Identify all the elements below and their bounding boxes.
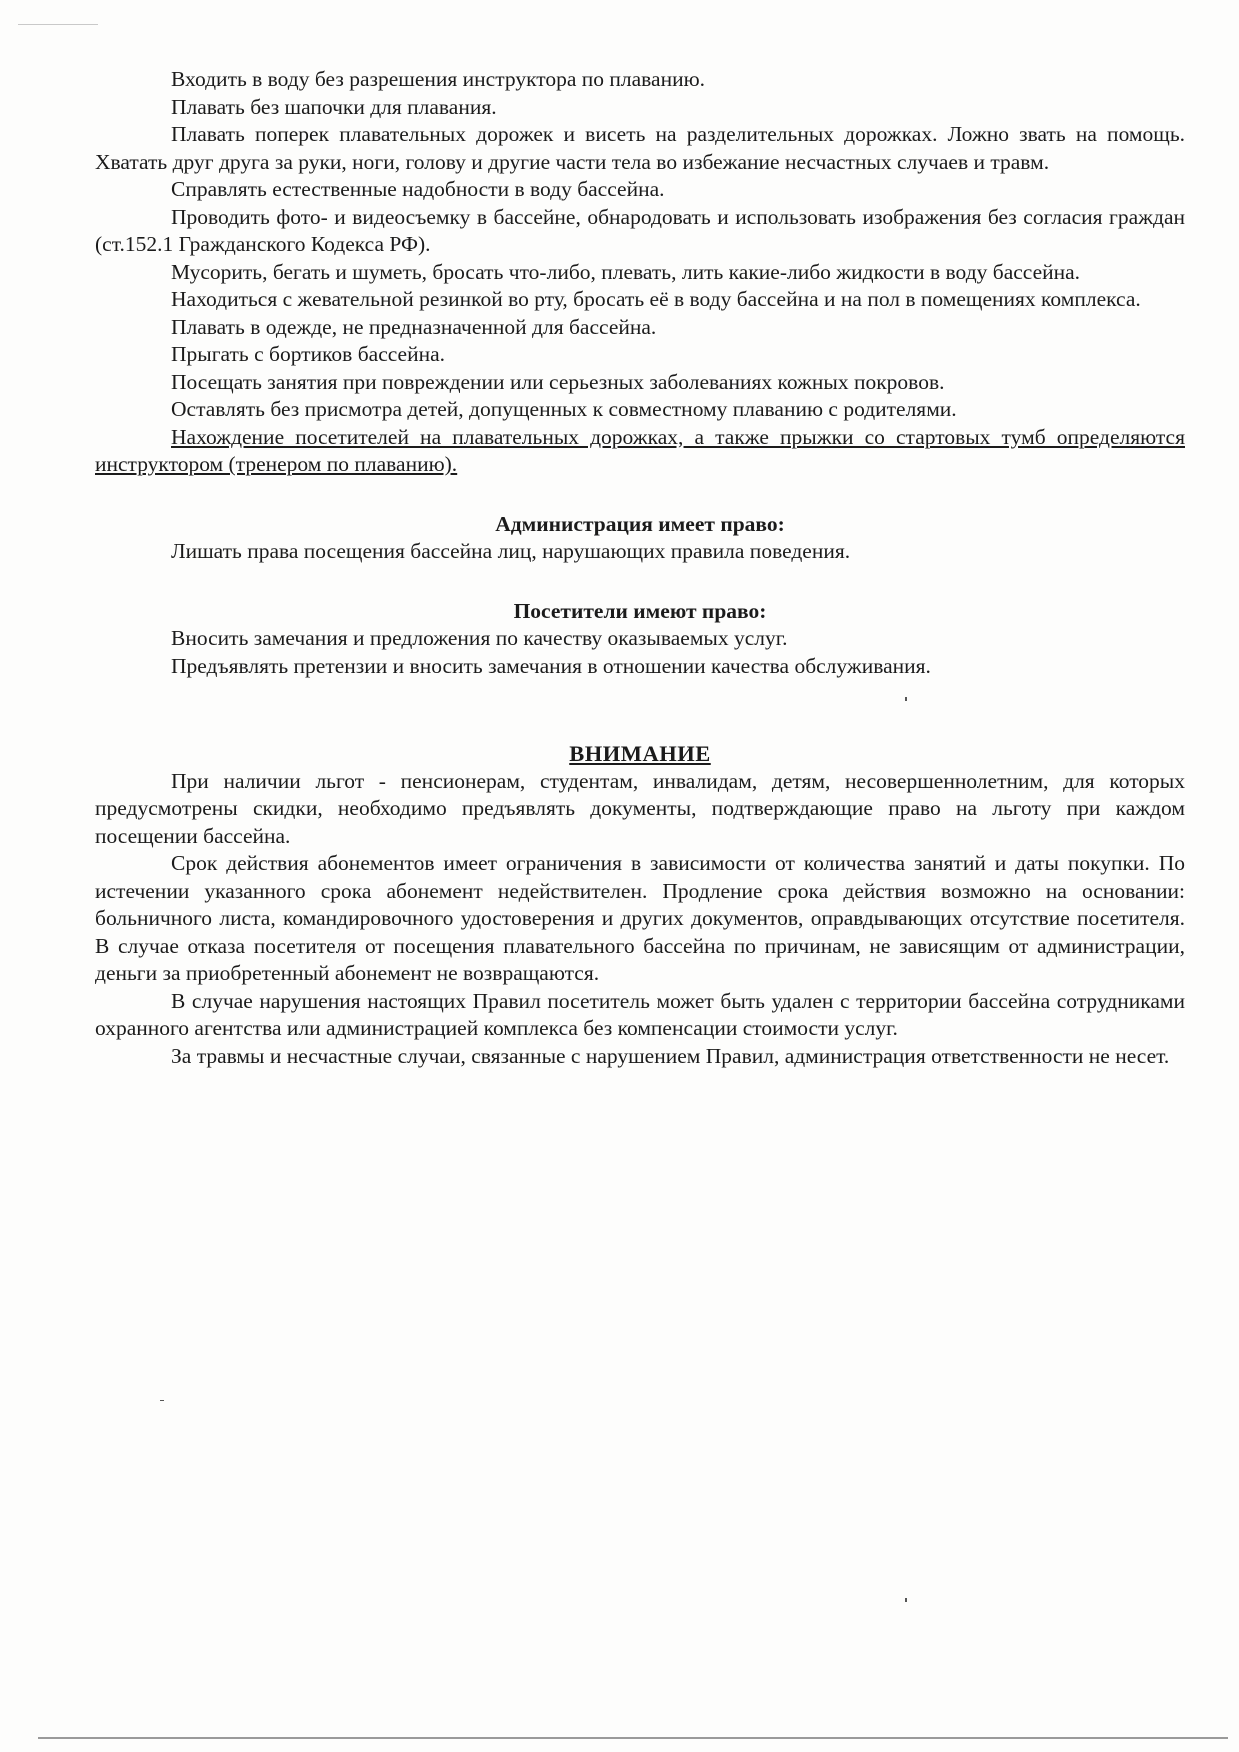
visitors-item: Вносить замечания и предложения по качеству оказываемых услуг. bbox=[171, 626, 788, 650]
prohibited-item: Оставлять без присмотра детей, допущенных к совместному плаванию с родителями. bbox=[171, 397, 957, 421]
prohibited-item: Проводить фото- и видеосъемку в бассейне, обнародовать и использовать изображения без согласия граждан (ст.152.1 Гражданского Кодекса РФ). bbox=[95, 204, 1185, 256]
administration-item: Лишать права посещения бассейна лиц, нарушающих правила поведения. bbox=[171, 539, 851, 563]
prohibited-item: Входить в воду без разрешения инструктора по плаванию. bbox=[171, 67, 706, 91]
prohibited-item: Посещать занятия при повреждении или серьезных заболеваниях кожных покровов. bbox=[171, 369, 945, 394]
scan-speck bbox=[905, 697, 907, 701]
attention-heading: ВНИМАНИЕ bbox=[569, 741, 711, 766]
scan-speck bbox=[160, 1400, 164, 1401]
attention-paragraph: Срок действия абонементов имеет ограничения в зависимости от количества занятий и даты покупки. По истечении указанного срока абонемент недействителен. Продление срока действия возможно на основании: больничного листа, командировочного удостоверения и других документов, оправдывающих отсутствие посетителя. В случае отказа посетителя от посещения плавательного бассейна по причинам, не зависящим от администрации, деньги за приобретенный абонемент не возвращаются. bbox=[95, 851, 1185, 985]
document-body bbox=[95, 66, 1185, 1070]
page-bottom-edge bbox=[38, 1737, 1228, 1739]
prohibited-item: Плавать без шапочки для плавания. bbox=[171, 94, 497, 119]
prohibited-item: Плавать поперек плавательных дорожек и висеть на разделительных дорожках. Ложно звать на помощь. Хватать друг друга за руки, ноги, голову и другие части тела во избежание несчастных случаев и травм. bbox=[95, 122, 1185, 174]
attention-paragraph: В случае нарушения настоящих Правил посетитель может быть удален с территории бассейна сотрудниками охранного агентства или администрацией комплекса без компенсации стоимости услуг. bbox=[95, 988, 1185, 1040]
prohibited-item: Находиться с жевательной резинкой во рту, бросать её в воду бассейна и на пол в помещениях комплекса. bbox=[171, 287, 1141, 311]
prohibited-item: Плавать в одежде, не предназначенной для бассейна. bbox=[171, 314, 657, 339]
prohibited-item: Прыгать с бортиков бассейна. bbox=[171, 342, 446, 366]
prohibited-item: Справлять естественные надобности в воду бассейна. bbox=[171, 177, 665, 201]
visitors-item: Предъявлять претензии и вносить замечания в отношении качества обслуживания. bbox=[171, 653, 931, 678]
underlined-note: Нахождение посетителей на плавательных дорожках, а также прыжки со стартовых тумб определяются инструктором (тренером по плаванию). bbox=[95, 424, 1185, 476]
prohibited-item: Мусорить, бегать и шуметь, бросать что-либо, плевать, лить какие-либо жидкости в воду бассейна. bbox=[171, 259, 1081, 284]
scan-speck bbox=[905, 1598, 907, 1602]
visitors-heading: Посетители имеют право: bbox=[513, 598, 767, 623]
administration-heading: Администрация имеет право: bbox=[495, 511, 785, 536]
attention-paragraph: За травмы и несчастные случаи, связанные с нарушением Правил, администрация ответственности не несет. bbox=[171, 1043, 1170, 1068]
scan-artifact bbox=[18, 24, 98, 25]
attention-paragraph: При наличии льгот - пенсионерам, студентам, инвалидам, детям, несовершеннолетним, для которых предусмотрены скидки, необходимо предъявлять документы, подтверждающие право на льготу при каждом посещении бассейна. bbox=[95, 768, 1185, 848]
